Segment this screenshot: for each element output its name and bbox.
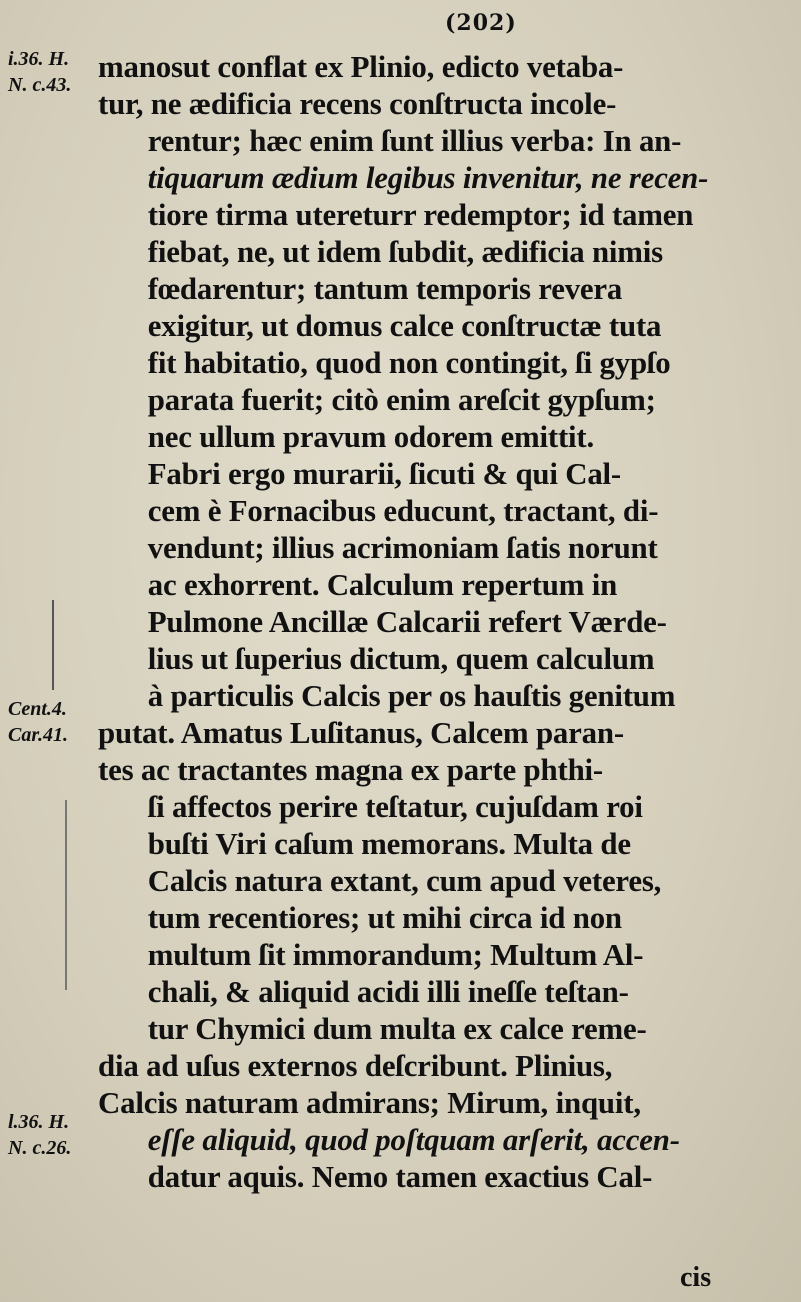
text-line: Calcis natura extant, cum apud veteres,: [147, 863, 662, 898]
text-line: parata fuerit; citò enim areſcit gypſum;: [147, 382, 656, 417]
text-line: rentur; hæc enim ſunt illius verba: In an-: [147, 123, 682, 158]
text-line: à particulis Calcis per os hauſtis genitum: [147, 678, 676, 713]
text-line: Pulmone Ancillæ Calcarii refert Værde-: [147, 604, 667, 639]
text-line: vendunt; illius acrimoniam ſatis norunt: [147, 530, 658, 565]
text-line: buſti Viri caſum memorans. Multa de: [147, 826, 631, 861]
catchword: cis: [680, 1262, 712, 1293]
text-line: chali, & aliquid acidi illi ineſſe teſtan-: [147, 974, 629, 1009]
margin-note-reference: i.36. H.: [8, 48, 70, 70]
text-line: eſſe aliquid, quod poſtquam arſerit, accen-: [147, 1122, 680, 1157]
margin-note-reference: Cent.4.: [8, 698, 67, 720]
margin-note-reference: N. c.26.: [8, 1137, 72, 1159]
margin-note-reference: Car.41.: [8, 724, 69, 746]
text-line: putat. Amatus Luſitanus, Calcem paran-: [98, 715, 624, 750]
text-line: cem è Fornacibus educunt, tractant, di-: [147, 493, 659, 528]
text-line: fœdarentur; tantum temporis revera: [147, 271, 623, 306]
text-line: lius ut ſuperius dictum, quem calculum: [147, 641, 655, 676]
text-line: Calcis naturam admirans; Mirum, inquit,: [98, 1085, 641, 1120]
text-line: tum recentiores; ut mihi circa id non: [147, 900, 622, 935]
text-line: multum ſit immorandum; Multum Al-: [147, 937, 644, 972]
text-line: nec ullum pravum odorem emittit.: [147, 419, 595, 454]
text-line: ſi affectos perire teſtatur, cujuſdam roi: [147, 789, 643, 824]
body-text: [98, 48, 798, 1195]
text-line: fit habitatio, quod non contingit, ſi gypſo: [147, 345, 671, 380]
text-line: manosut conflat ex Plinio, edicto vetaba-: [98, 49, 624, 84]
text-line: exigitur, ut domus calce conſtructæ tuta: [147, 308, 662, 343]
text-line: Fabri ergo murarii, ſicuti & qui Cal-: [147, 456, 622, 491]
text-line: datur aquis. Nemo tamen exactius Cal-: [147, 1159, 653, 1194]
margin-note-reference: l.36. H.: [8, 1111, 70, 1133]
text-line: tur Chymici dum multa ex calce reme-: [147, 1011, 647, 1046]
text-line: fiebat, ne, ut idem ſubdit, ædificia nimis: [147, 234, 663, 269]
text-line: tiquarum ædium legibus invenitur, ne recen-: [147, 160, 709, 195]
margin-rule: [65, 800, 67, 990]
text-line: tur, ne ædificia recens conſtructa incole-: [98, 86, 617, 121]
margin-rule: [52, 600, 54, 690]
margin-note-reference: N. c.43.: [8, 74, 72, 96]
text-line: dia ad uſus externos deſcribunt. Plinius,: [98, 1048, 613, 1083]
page-number: (202): [445, 10, 517, 36]
text-line: tiore tirma utereturr redemptor; id tamen: [147, 197, 694, 232]
text-line: ac exhorrent. Calculum repertum in: [147, 567, 618, 602]
text-line: tes ac tractantes magna ex parte phthi-: [98, 752, 604, 787]
page-header: [0, 0, 801, 34]
